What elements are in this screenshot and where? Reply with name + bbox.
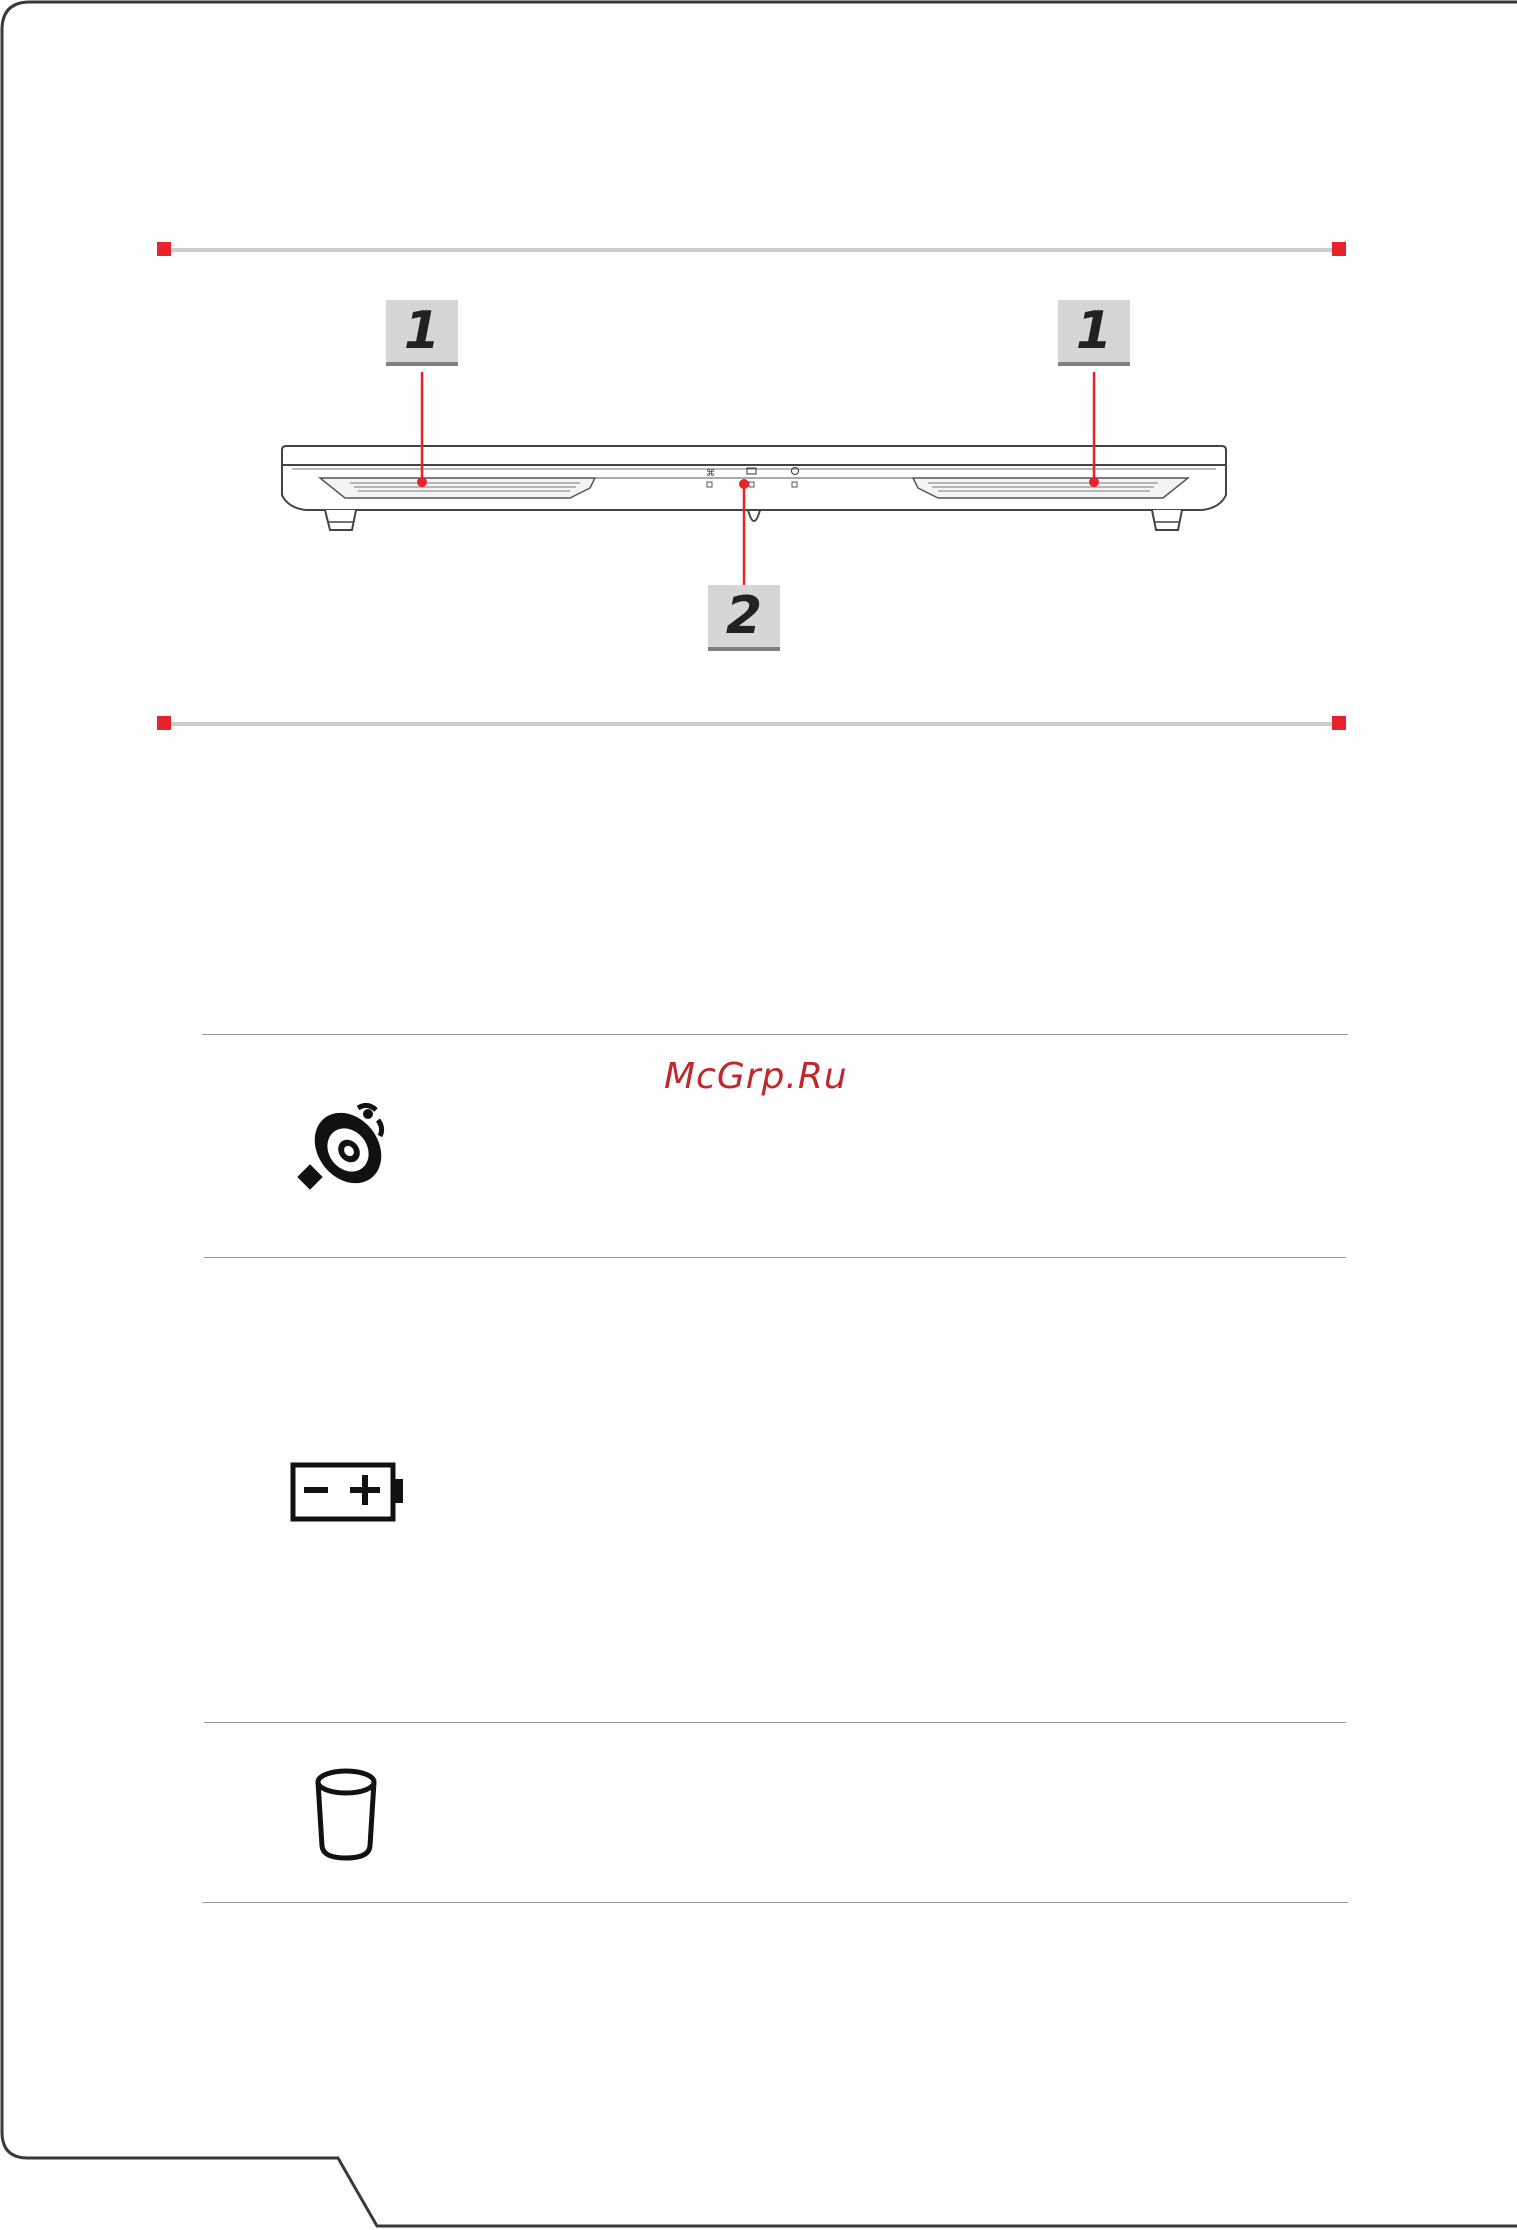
- rule-marker: [157, 242, 171, 256]
- callout-status-leds: 2: [708, 585, 780, 651]
- rule-marker: [157, 716, 171, 730]
- speaker-grille-right: [913, 478, 1188, 498]
- table-divider: [202, 1034, 1348, 1035]
- foot-left: [325, 510, 356, 530]
- speaker-grille-left: [320, 478, 595, 498]
- leader-dot-right: [1089, 477, 1099, 487]
- wireless-icon: ⌘: [706, 469, 715, 479]
- wireless-lan-icon: [296, 1098, 391, 1193]
- laptop-front-illustration: [270, 360, 1250, 590]
- rule-marker: [1332, 716, 1346, 730]
- table-divider: [202, 1902, 1348, 1903]
- frame-outline: [2, 2, 1517, 2226]
- drive-activity-icon: [309, 1766, 383, 1862]
- rule-marker: [1332, 242, 1346, 256]
- leader-dot-left: [417, 477, 427, 487]
- table-divider: [204, 1722, 1346, 1723]
- section-rule-top: [160, 248, 1340, 252]
- laptop-lid: [282, 446, 1226, 465]
- callout-speaker-left: 1: [386, 300, 458, 366]
- foot-right: [1152, 510, 1182, 530]
- foot-center: [748, 510, 760, 521]
- leader-dot-center: [739, 479, 749, 489]
- section-rule-bottom: [160, 722, 1340, 726]
- watermark: McGrp.Ru: [664, 1056, 848, 1097]
- battery-status-icon: [290, 1462, 406, 1522]
- callout-speaker-right: 1: [1058, 300, 1130, 366]
- table-divider: [204, 1257, 1346, 1258]
